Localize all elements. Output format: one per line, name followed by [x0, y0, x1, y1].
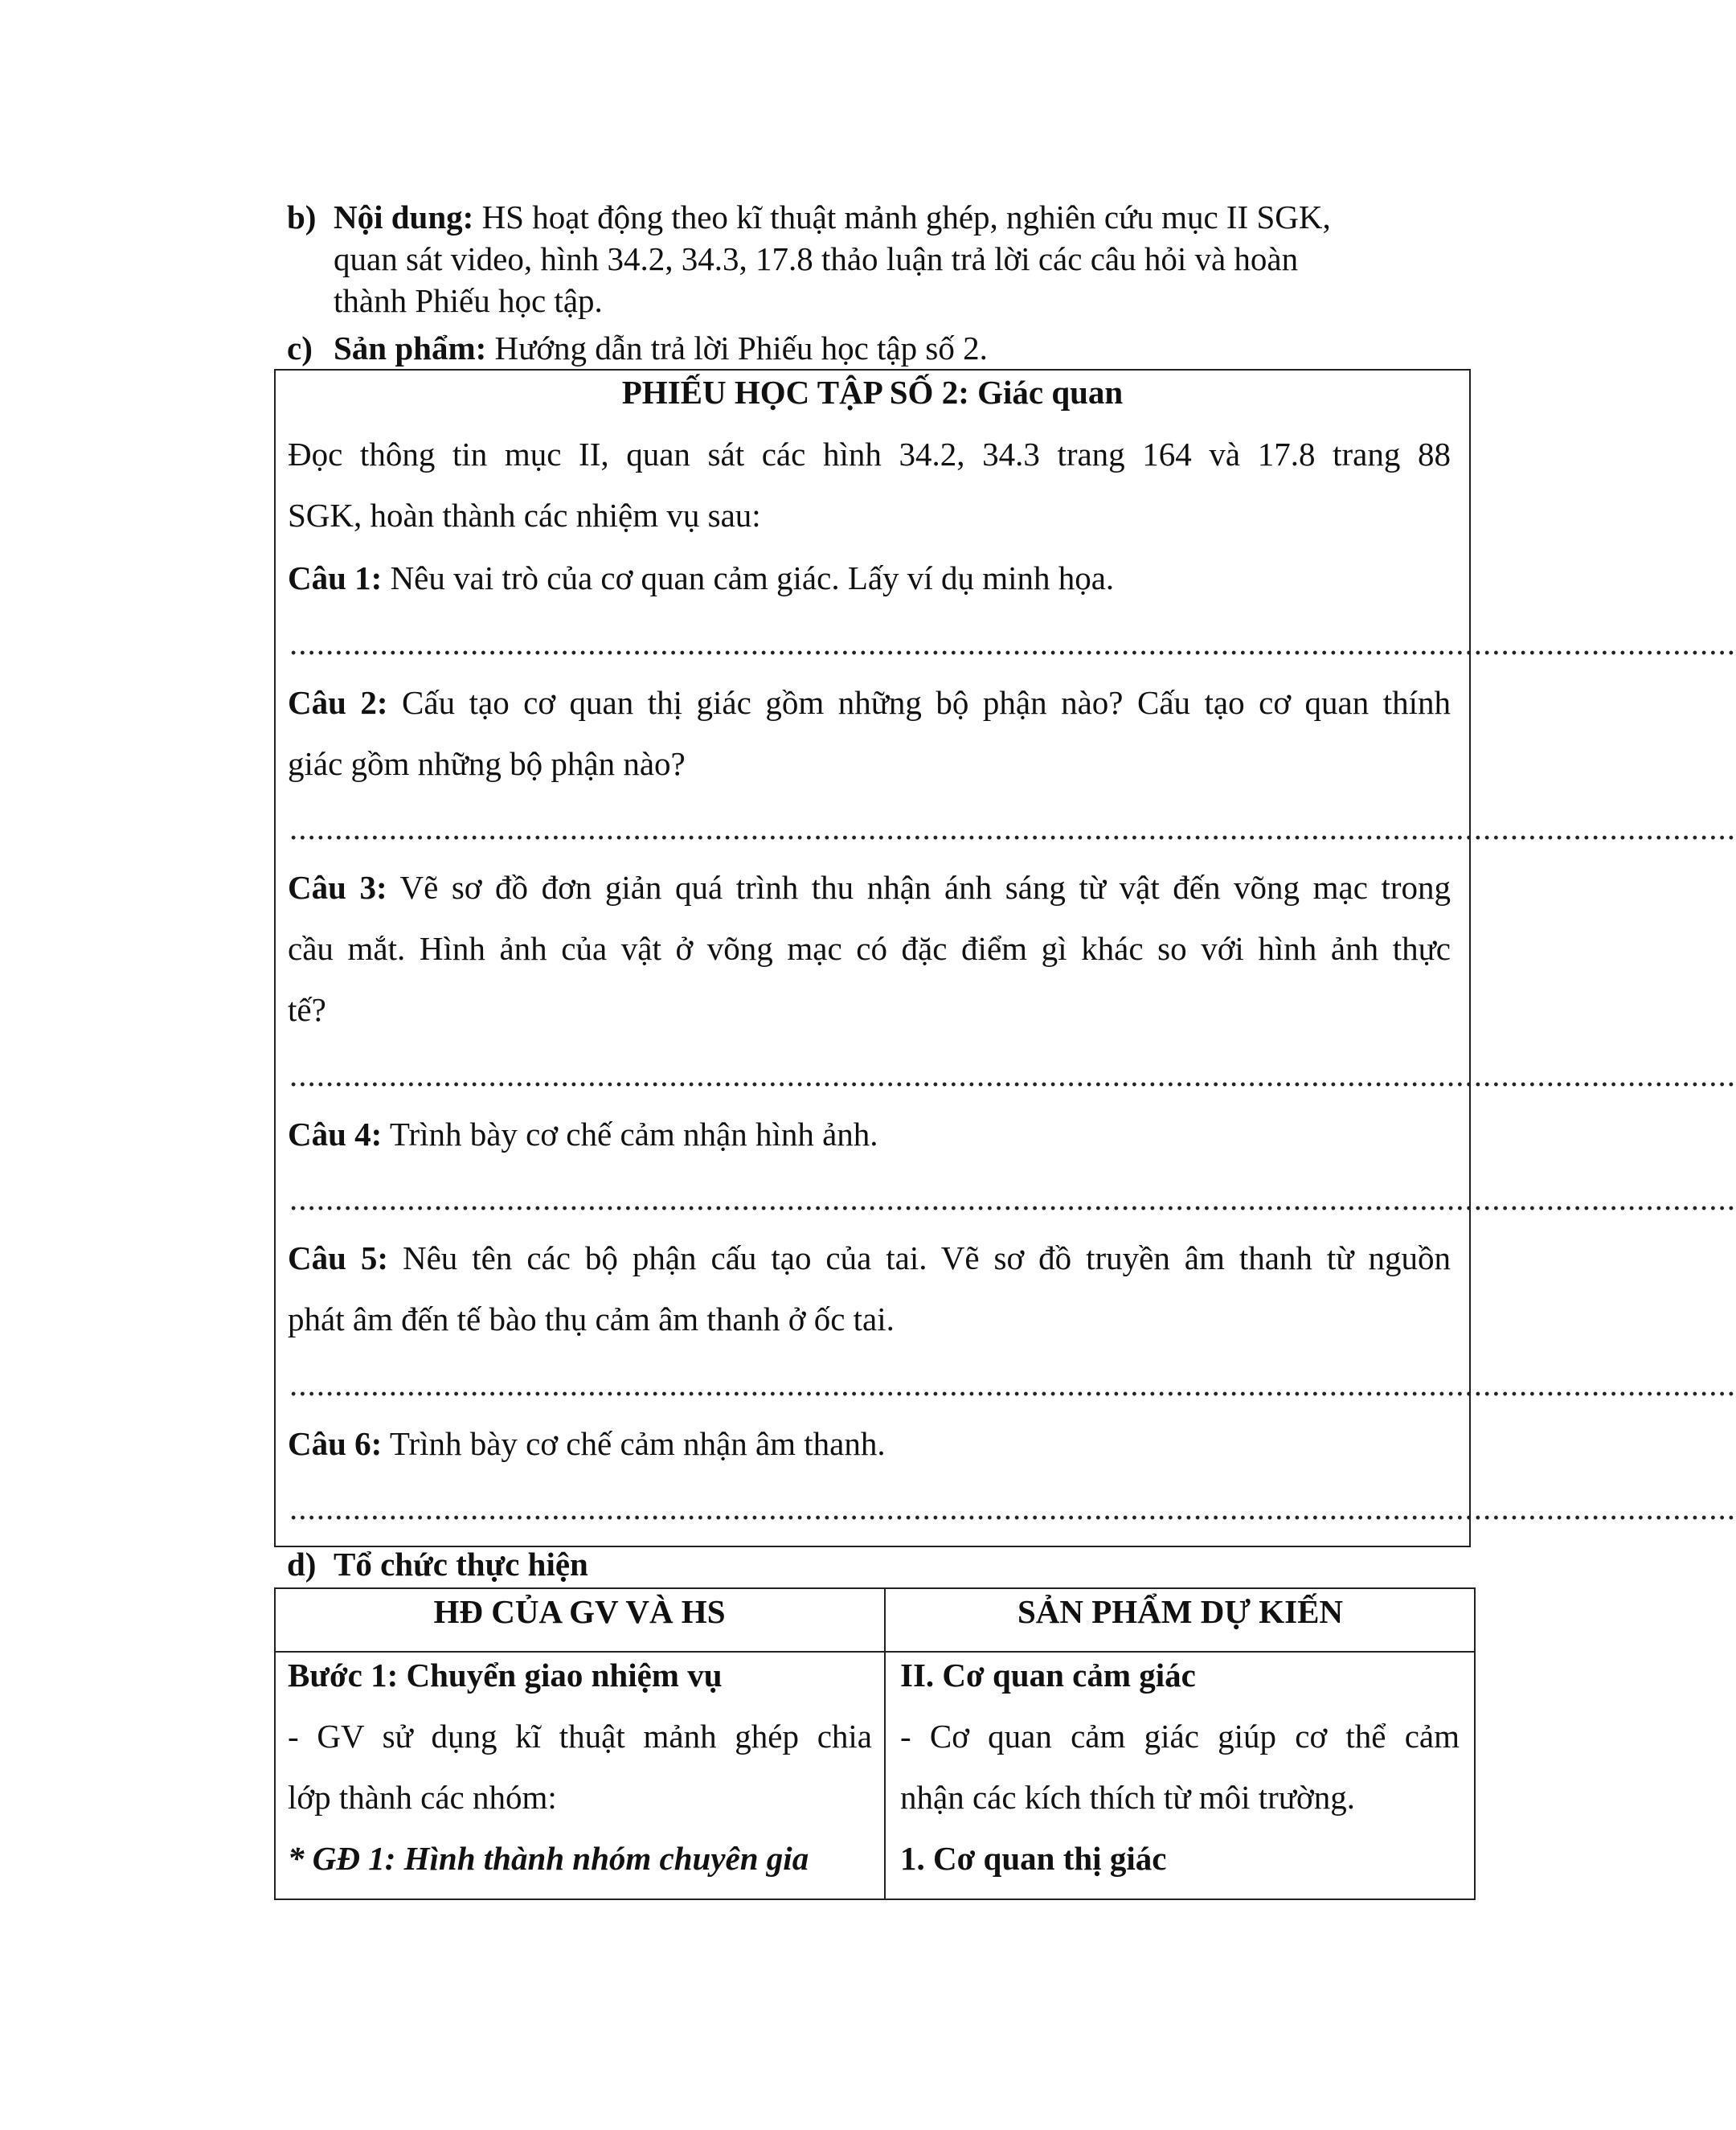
question-6: [288, 1421, 886, 1466]
question-2-label: Câu 2:: [288, 684, 388, 721]
question-2-text: Cấu tạo cơ quan thị giác gồm những bộ phận nào? Cấu tạo cơ quan thính: [387, 684, 1451, 721]
question-3-text: Vẽ sơ đồ đơn giản quá trình thu nhận ánh sáng từ vật đến võng mạc trong: [387, 869, 1451, 906]
question-3-line2: cầu mắt. Hình ảnh của vật ở võng mạc có đặc điểm gì khác so với hình ảnh thực: [288, 930, 1451, 967]
question-4: [288, 1112, 878, 1157]
answer-line-1[interactable]: ................................................................................................................................................................: [289, 625, 1736, 662]
answer-line-4[interactable]: ................................................................................................................................................................: [289, 1180, 1736, 1217]
question-1: [288, 555, 1114, 600]
question-5-line1: [288, 1235, 1451, 1280]
section-b-line1: [334, 195, 1331, 240]
worksheet-intro-line2: SGK, hoàn thành các nhiệm vụ sau:: [288, 497, 761, 534]
table-header-col1: HĐ CỦA GV VÀ HS: [433, 1593, 726, 1630]
question-4-text: Trình bày cơ chế cảm nhận hình ảnh.: [382, 1116, 878, 1153]
question-1-label: Câu 1:: [288, 559, 383, 596]
table-left-line3: * GĐ 1: Hình thành nhóm chuyên gia: [288, 1840, 809, 1877]
worksheet-intro-line1: Đọc thông tin mục II, quan sát các hình 34.2, 34.3 trang 164 và 17.8 trang 88: [288, 436, 1451, 473]
question-5-label: Câu 5:: [288, 1239, 389, 1276]
section-b-line3: thành Phiếu học tập.: [334, 282, 603, 319]
answer-line-5[interactable]: ................................................................................................................................................................: [289, 1366, 1736, 1403]
question-5-text: Nêu tên các bộ phận cấu tạo của tai. Vẽ sơ đồ truyền âm thanh từ nguồn: [388, 1239, 1451, 1276]
worksheet-title: PHIẾU HỌC TẬP SỐ 2: Giác quan: [621, 374, 1124, 411]
table-right-line1: - Cơ quan cảm giác giúp cơ thể cảm: [900, 1718, 1460, 1755]
table-left-step1: Bước 1: Chuyển giao nhiệm vụ: [288, 1657, 723, 1694]
section-b-label: Nội dung:: [334, 199, 474, 236]
table-column-divider: [884, 1587, 886, 1900]
question-5-line2: phát âm đến tế bào thụ cảm âm thanh ở ốc tai.: [288, 1301, 895, 1337]
table-left-line2: lớp thành các nhóm:: [288, 1779, 557, 1816]
section-d-label: Tổ chức thực hiện: [334, 1546, 588, 1583]
question-6-text: Trình bày cơ chế cảm nhận âm thanh.: [382, 1425, 886, 1462]
section-c-marker: c): [287, 330, 313, 367]
section-c-label: Sản phẩm:: [334, 330, 487, 367]
section-b-line2: quan sát video, hình 34.2, 34.3, 17.8 thảo luận trả lời các câu hỏi và hoàn: [334, 240, 1299, 277]
question-3-label: Câu 3:: [288, 869, 387, 906]
question-4-label: Câu 4:: [288, 1116, 383, 1153]
section-b-text: HS hoạt động theo kĩ thuật mảnh ghép, nghiên cứu mục II SGK,: [473, 199, 1331, 236]
answer-line-2[interactable]: ................................................................................................................................................................: [289, 809, 1736, 846]
answer-line-6[interactable]: ................................................................................................................................................................: [289, 1489, 1736, 1526]
answer-line-3[interactable]: ................................................................................................................................................................: [289, 1056, 1736, 1093]
section-b-marker: b): [287, 199, 317, 236]
table-left-line1: - GV sử dụng kĩ thuật mảnh ghép chia: [288, 1718, 872, 1755]
table-right-heading: II. Cơ quan cảm giác: [900, 1657, 1196, 1694]
question-2-line1: [288, 680, 1451, 725]
section-d-marker: d): [287, 1546, 317, 1583]
table-right-line3: 1. Cơ quan thị giác: [900, 1840, 1167, 1877]
table-header-col2: SẢN PHẨM DỰ KIẾN: [1017, 1593, 1344, 1630]
section-c-line: [334, 326, 988, 371]
question-3-line1: [288, 865, 1451, 910]
question-3-line3: tế?: [288, 991, 326, 1028]
table-right-line2: nhận các kích thích từ môi trường.: [900, 1779, 1355, 1816]
question-6-label: Câu 6:: [288, 1425, 383, 1462]
section-c-text: Hướng dẫn trả lời Phiếu học tập số 2.: [486, 330, 988, 367]
question-1-text: Nêu vai trò của cơ quan cảm giác. Lấy ví dụ minh họa.: [382, 559, 1115, 596]
question-2-line2: giác gồm những bộ phận nào?: [288, 745, 686, 782]
